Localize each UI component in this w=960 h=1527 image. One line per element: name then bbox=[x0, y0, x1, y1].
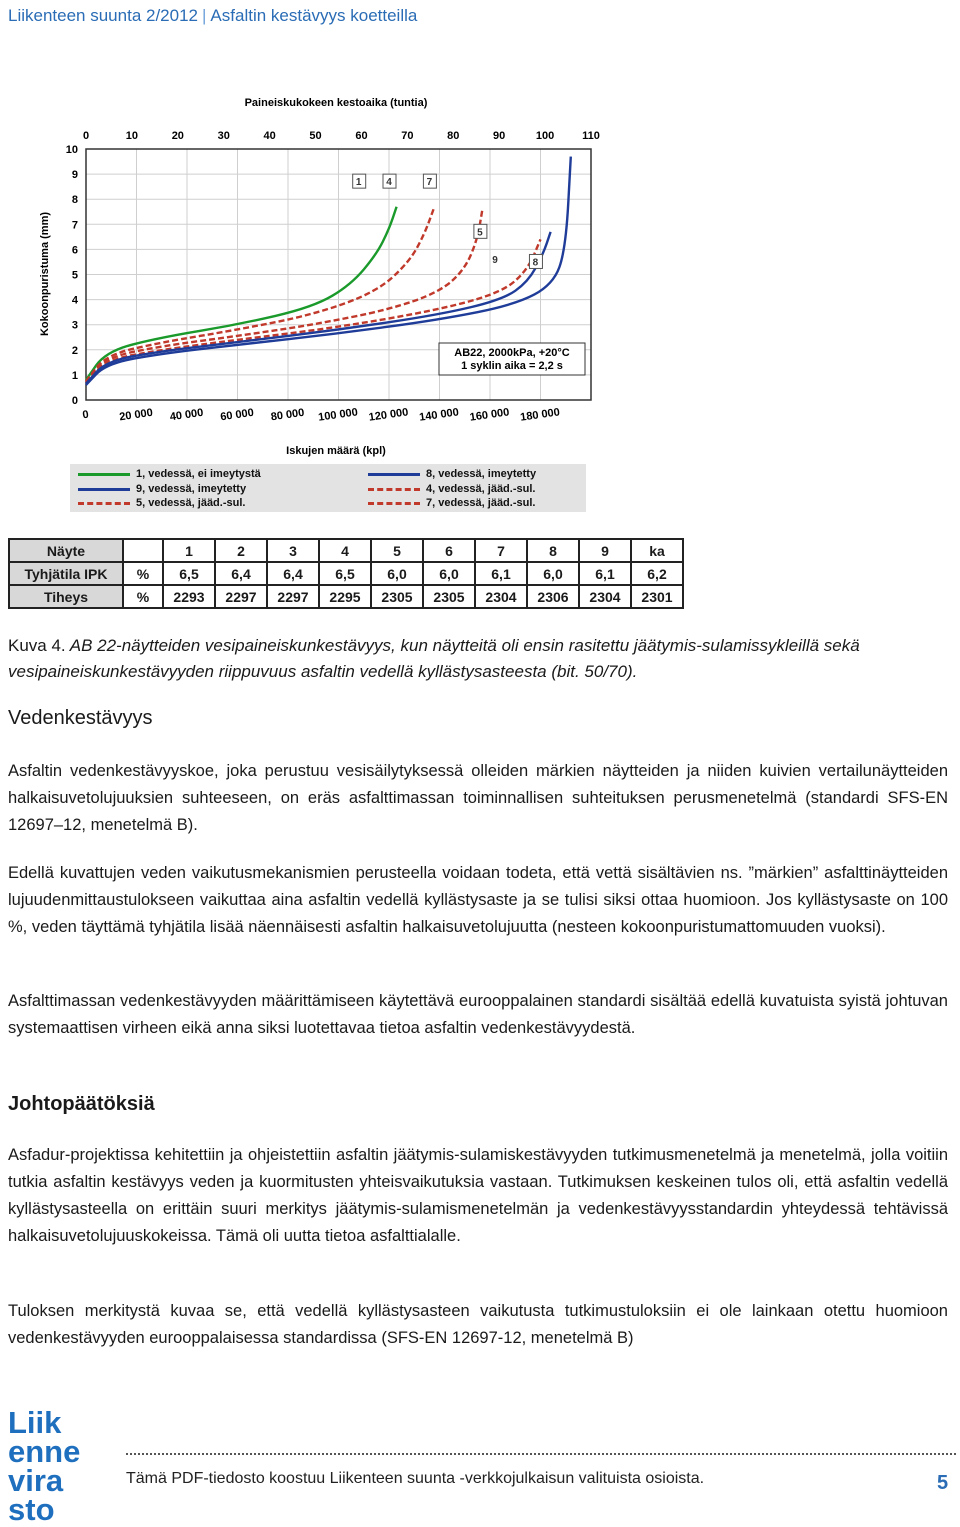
chart-title: Paineiskukokeen kestoaika (tuntia) bbox=[244, 97, 428, 109]
paragraph: Asfadur-projektissa kehitettiin ja ohjeistettiin asfaltin jäätymis-sulamiskestävyyden tutkimusmenetelmä ja menetelmä, jolla voitiin tutkia asfaltin kestävyys veden ja kuormitusten yhteisvaikutuksia vastaan. Tutkimuksen keskeinen tulos oli, että asfaltin vedellä kyllästysasteella on erittäin suuri merkitys jäätymis-sulamismenetelmän ja vedenkestävyysstandardin yhteydessä tehtävissä halkaisuvetolujuuskokeissa. Tämä oli uutta tietoa asfalttialalle. bbox=[8, 1146, 948, 1245]
legend-item bbox=[368, 483, 535, 495]
compaction-chart bbox=[6, 92, 606, 522]
annotation-text: AB22, 2000kPa, +20°C bbox=[454, 347, 570, 359]
x-tick-label: 60 000 bbox=[219, 406, 255, 424]
table-cell: 6,4 bbox=[215, 562, 267, 585]
legend-item bbox=[368, 468, 536, 480]
table-cell: 2305 bbox=[423, 585, 475, 608]
logo-line: enne bbox=[8, 1434, 81, 1469]
top-tick-label: 0 bbox=[82, 130, 90, 142]
legend-label: 5, vedessä, jääd.-sul. bbox=[136, 497, 246, 509]
y-tick-label: 0 bbox=[71, 395, 78, 407]
table-cell: 2293 bbox=[163, 585, 215, 608]
legend-swatch bbox=[78, 502, 130, 505]
x-axis-label: Iskujen määrä (kpl) bbox=[286, 445, 386, 457]
page-header bbox=[8, 6, 417, 26]
table-cell: 2295 bbox=[319, 585, 371, 608]
legend-swatch bbox=[78, 473, 130, 476]
top-tick-label: 110 bbox=[582, 130, 600, 142]
y-tick-label: 1 bbox=[71, 369, 78, 382]
legend-label: 1, vedessä, ei imeytystä bbox=[136, 468, 261, 480]
top-tick-label: 90 bbox=[493, 130, 506, 142]
caption-text: AB 22-näytteiden vesipaineiskunkestävyys, kun näytteitä oli ensin rasitettu jäätymis-sulamissykleillä sekä vesipaineiskunkestävyyden riippuvuus asfaltin vedellä kyllästysasteesta (bit. 50/70). bbox=[8, 636, 860, 681]
curve-label: 1 bbox=[355, 177, 362, 189]
table-cell: 2 bbox=[215, 539, 267, 562]
logo-line: vira bbox=[8, 1463, 64, 1498]
table-cell: 2301 bbox=[631, 585, 683, 608]
top-tick-label: 100 bbox=[535, 130, 555, 142]
logo-line: Liik bbox=[8, 1405, 62, 1440]
figure-caption bbox=[8, 633, 948, 685]
top-tick-label: 10 bbox=[125, 130, 139, 142]
table-cell: 3 bbox=[267, 539, 319, 562]
header-separator: | bbox=[202, 6, 207, 25]
legend-swatch bbox=[368, 502, 420, 505]
table-cell: 6,5 bbox=[319, 562, 371, 585]
y-tick-label: 2 bbox=[71, 344, 78, 357]
x-tick-label: 80 000 bbox=[270, 406, 306, 424]
curve-label: 4 bbox=[386, 177, 392, 189]
x-tick-label: 100 000 bbox=[317, 406, 359, 424]
sample-table bbox=[8, 538, 684, 609]
y-tick-label: 3 bbox=[71, 319, 78, 332]
table-cell: 2305 bbox=[371, 585, 423, 608]
table-cell: 9 bbox=[579, 539, 631, 562]
legend-item bbox=[78, 468, 261, 480]
legend-item bbox=[368, 497, 535, 509]
chart-legend bbox=[70, 464, 586, 512]
top-tick-label: 30 bbox=[217, 130, 230, 142]
table-cell: 6,1 bbox=[475, 562, 527, 585]
header-article: Asfaltin kestävyys koetteilla bbox=[210, 6, 418, 25]
header-publication: Liikenteen suunta 2/2012 bbox=[8, 6, 198, 25]
table-cell: 6,4 bbox=[267, 562, 319, 585]
legend-label: 8, vedessä, imeytetty bbox=[426, 468, 537, 480]
x-tick-label: 180 000 bbox=[519, 406, 561, 424]
x-tick-label: 40 000 bbox=[169, 406, 205, 424]
legend-item bbox=[78, 483, 246, 495]
footer-divider bbox=[126, 1453, 956, 1455]
annotation-text: 1 syklin aika = 2,2 s bbox=[461, 360, 563, 372]
table-cell: 6,0 bbox=[423, 562, 475, 585]
table-cell: 4 bbox=[319, 539, 371, 562]
section-heading-johtopaatoksia: Johtopäätöksiä bbox=[8, 1093, 155, 1115]
table-cell: 6 bbox=[423, 539, 475, 562]
paragraph: Tuloksen merkitystä kuvaa se, että vedellä kyllästysasteen vaikutusta tutkimustuloksiin ei ole lainkaan otettu huomioon vedenkestävyyden eurooppalaisessa standardissa (SFS-EN 12697-12, menetelmä B) bbox=[8, 1302, 948, 1347]
x-tick-label: 120 000 bbox=[368, 406, 410, 424]
legend-swatch bbox=[368, 473, 420, 476]
curve-label: 7 bbox=[426, 177, 433, 189]
legend-label: 4, vedessä, jääd.-sul. bbox=[426, 483, 536, 495]
table-cell: 5 bbox=[371, 539, 423, 562]
table-cell: 2304 bbox=[579, 585, 631, 608]
table-cell: 2297 bbox=[267, 585, 319, 608]
legend-swatch bbox=[78, 488, 130, 491]
y-tick-label: 4 bbox=[71, 294, 78, 307]
y-axis-label: Kokoonpuristuma (mm) bbox=[39, 211, 51, 337]
legend-swatch bbox=[368, 488, 420, 491]
table-cell: 2306 bbox=[527, 585, 579, 608]
curve-label: 5 bbox=[477, 227, 483, 239]
table-cell: 6,5 bbox=[163, 562, 215, 585]
top-tick-label: 20 bbox=[171, 130, 184, 142]
x-tick-label: 0 bbox=[81, 408, 90, 422]
paragraph: Edellä kuvattujen veden vaikutusmekanismien perusteella voidaan todeta, että vettä sisältävien ns. ”märkien” asfalttinäytteiden lujuudenmittaustulokseen vaikuttaa aina asfaltin vedellä kyllästysaste ja se tulisi siksi ottaa huomioon. Jos kyllästysaste on 100 %, veden täyttämä tyhjätila lisää näennäisesti asfaltin halkaisuvetolujuutta (nesteen kokoonpuristumattomuuden vuoksi). bbox=[8, 864, 948, 936]
table-cell: 8 bbox=[527, 539, 579, 562]
unit-cell bbox=[123, 539, 163, 562]
x-tick-label: 140 000 bbox=[418, 406, 460, 424]
row-label: Näyte bbox=[9, 539, 123, 562]
paragraph: Asfaltin vedenkestävyyskoe, joka perustuu vesisäilytyksessä olleiden märkien näytteiden ja niiden kuivien vertailunäytteiden halkaisuvetolujuuksien suhteeseen, on eräs asfalttimassan toiminnallisen suhteituksen perusmenetelmä (standardi SFS-EN 12697–12, menetelmä B). bbox=[8, 762, 948, 834]
y-tick-label: 7 bbox=[71, 219, 78, 232]
y-tick-label: 8 bbox=[71, 194, 78, 207]
top-tick-label: 40 bbox=[263, 130, 276, 142]
curve-label: 8 bbox=[532, 257, 539, 269]
y-tick-label: 6 bbox=[71, 244, 78, 257]
top-tick-label: 50 bbox=[309, 130, 322, 142]
top-tick-label: 60 bbox=[355, 130, 368, 142]
y-tick-label: 9 bbox=[71, 169, 78, 182]
y-tick-label: 5 bbox=[71, 269, 78, 282]
section-heading-vedenkestavyys: Vedenkestävyys bbox=[8, 707, 153, 729]
liikennevirasto-logo bbox=[8, 1405, 98, 1527]
table-row bbox=[9, 539, 683, 562]
legend-label: 9, vedessä, imeytetty bbox=[136, 483, 247, 495]
unit-cell: % bbox=[123, 585, 163, 608]
table-cell: 6,1 bbox=[579, 562, 631, 585]
curve-label: 9 bbox=[492, 254, 498, 266]
table-cell: 2304 bbox=[475, 585, 527, 608]
logo-line: sto bbox=[8, 1492, 55, 1527]
x-tick-label: 160 000 bbox=[469, 406, 511, 424]
table-row bbox=[9, 585, 683, 608]
y-tick-label: 10 bbox=[65, 144, 78, 156]
table-cell: 6,0 bbox=[371, 562, 423, 585]
table-row bbox=[9, 562, 683, 585]
unit-cell: % bbox=[123, 562, 163, 585]
table-cell: 6,2 bbox=[631, 562, 683, 585]
row-label: Tyhjätila IPK bbox=[9, 562, 123, 585]
legend-item bbox=[78, 497, 245, 509]
top-tick-label: 70 bbox=[401, 130, 414, 142]
table-cell: 1 bbox=[163, 539, 215, 562]
table-cell: 7 bbox=[475, 539, 527, 562]
legend-label: 7, vedessä, jääd.-sul. bbox=[426, 497, 536, 509]
caption-prefix: Kuva 4. bbox=[8, 636, 66, 655]
top-tick-label: 80 bbox=[447, 130, 460, 142]
footer-note: Tämä PDF-tiedosto koostuu Liikenteen suunta -verkkojulkaisun valituista osioista. bbox=[126, 1470, 705, 1487]
page-number: 5 bbox=[937, 1472, 949, 1494]
row-label: Tiheys bbox=[9, 585, 123, 608]
x-tick-label: 20 000 bbox=[118, 406, 154, 424]
table-cell: 2297 bbox=[215, 585, 267, 608]
table-cell: 6,0 bbox=[527, 562, 579, 585]
table-cell: ka bbox=[631, 539, 683, 562]
paragraph: Asfalttimassan vedenkestävyyden määrittämiseen käytettävä eurooppalainen standardi sisältää edellä kuvatuista syistä johtuvan systemaattisen virheen eikä anna siksi luotettavaa tietoa asfaltin vedenkestävyydestä. bbox=[8, 992, 948, 1037]
